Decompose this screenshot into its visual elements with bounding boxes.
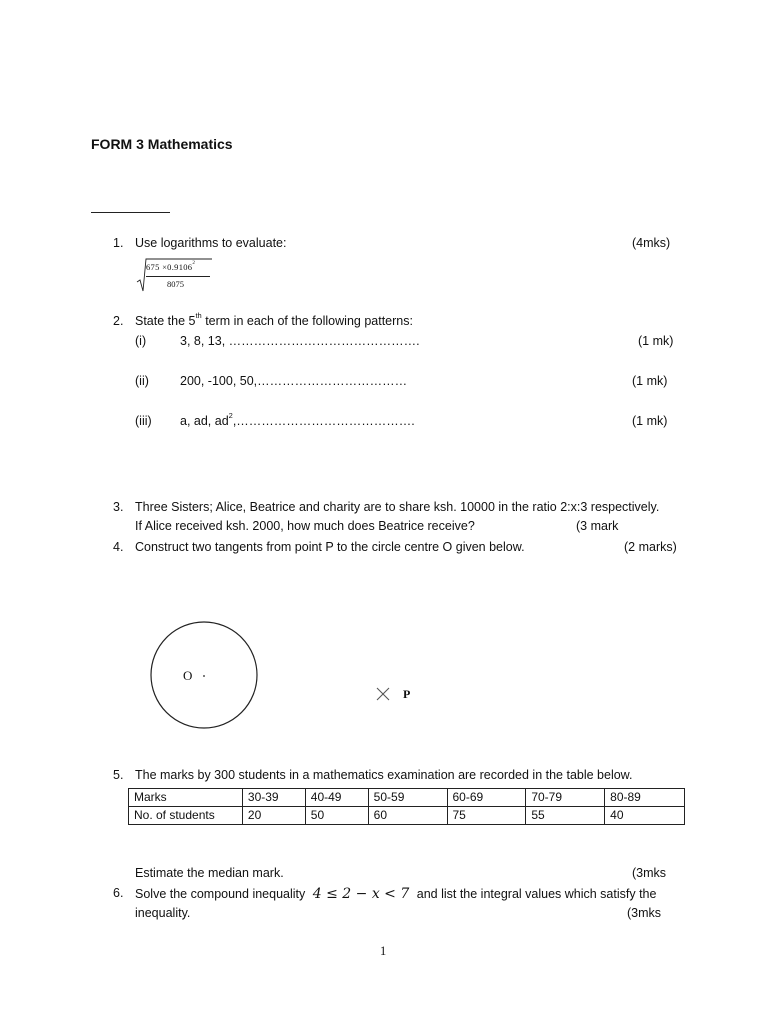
- table-cell: 55: [526, 807, 605, 825]
- circle-diagram: [145, 616, 265, 736]
- q2-item-pattern: 3, 8, 13, ……………………………………….: [180, 334, 420, 348]
- q2-item-label: (i): [135, 334, 147, 348]
- q1-denominator: 8075: [167, 279, 184, 289]
- table-cell: No. of students: [129, 807, 243, 825]
- q5-number: 5.: [113, 768, 124, 782]
- table-cell: 20: [242, 807, 305, 825]
- table-cell: 30-39: [242, 789, 305, 807]
- q5-estimate: Estimate the median mark.: [135, 866, 284, 880]
- table-cell: Marks: [129, 789, 243, 807]
- q1-marks: (4mks): [632, 236, 671, 250]
- q2-item-marks: (1 mk): [632, 414, 668, 428]
- cross-mark-icon: [375, 686, 391, 702]
- table-cell: 75: [447, 807, 526, 825]
- table-cell: 40: [605, 807, 685, 825]
- table-cell: 50: [305, 807, 368, 825]
- fraction-bar: [146, 276, 210, 277]
- q2-text: State the 5th term in each of the following patterns:: [135, 310, 413, 328]
- circle-outline: [151, 622, 257, 728]
- q6-text: Solve the compound inequality 4 ≤ 2 − x < 7 and list the integral values which satisfy the: [135, 886, 657, 902]
- table-cell: 50-59: [368, 789, 447, 807]
- q2-number: 2.: [113, 314, 124, 328]
- q1-text: Use logarithms to evaluate:: [135, 236, 287, 250]
- q3-line2: If Alice received ksh. 2000, how much does Beatrice receive?: [135, 519, 475, 533]
- q2-item-label: (ii): [135, 374, 149, 388]
- page-number: 1: [380, 944, 387, 958]
- table-cell: 60: [368, 807, 447, 825]
- table-cell: 70-79: [526, 789, 605, 807]
- point-label: P: [403, 687, 411, 701]
- q1-number: 1.: [113, 236, 124, 250]
- q3-number: 3.: [113, 500, 124, 514]
- table-cell: 60-69: [447, 789, 526, 807]
- q4-marks: (2 marks): [624, 540, 677, 554]
- q6-marks: (3mks: [627, 906, 662, 920]
- q2-item-marks: (1 mk): [632, 374, 668, 388]
- q5-text: The marks by 300 students in a mathematics examination are recorded in the table below.: [135, 768, 633, 782]
- q1-numerator: $675 \times 0.9106^2$: [146, 260, 196, 272]
- q6-inequality: 4 ≤ 2 − x < 7: [312, 886, 410, 902]
- q3-line1: Three Sisters; Alice, Beatrice and charity are to share ksh. 10000 in the ratio 2:x:3 respectively.: [135, 500, 660, 514]
- centre-dot: [203, 675, 205, 677]
- q6-number: 6.: [113, 886, 124, 900]
- q5-marks: (3mks: [632, 866, 667, 880]
- centre-label: O: [183, 668, 193, 683]
- table-cell: 80-89: [605, 789, 685, 807]
- q2-item-marks: (1 mk): [638, 334, 674, 348]
- table-row: [129, 807, 685, 825]
- table-header-row: [129, 789, 685, 807]
- q3-marks: (3 mark: [576, 519, 619, 533]
- q4-text: Construct two tangents from point P to the circle centre O given below.: [135, 540, 525, 554]
- q2-item-pattern: 200, -100, 50,………………………………: [180, 374, 408, 388]
- q4-number: 4.: [113, 540, 124, 554]
- marks-table: [128, 788, 685, 825]
- q6-line2: inequality.: [135, 906, 191, 920]
- q2-item-label: (iii): [135, 414, 152, 428]
- table-cell: 40-49: [305, 789, 368, 807]
- page-title: FORM 3 Mathematics: [91, 136, 233, 152]
- name-underline: [91, 212, 170, 213]
- q1-root-expression: [136, 258, 216, 292]
- q2-item-pattern: a, ad, $ad^2,\dots\dots\dots\dots\dots\dots\dots\dots\dots\dots\dots\dots\dots\dots$.: [180, 410, 415, 428]
